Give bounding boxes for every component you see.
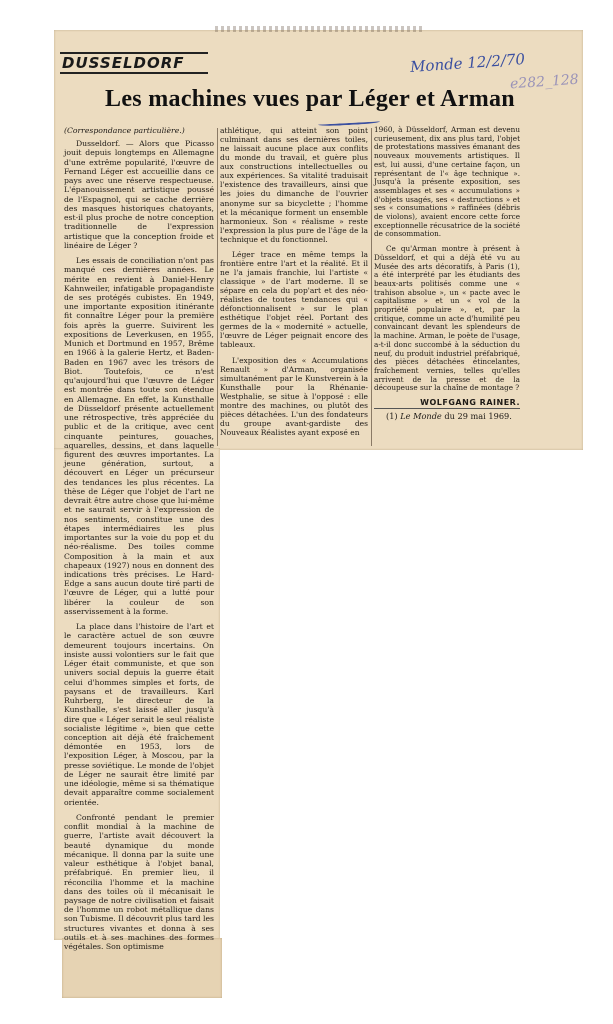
paragraph: Léger trace en même temps la frontière entre l'art et la réalité. Et il ne l'a jamais franchie, lui l'artiste « classique » de l'art moderne. Il se sépare en cela du pop'art et des néo-réalistes de toutes tendances qui « défonctionnalisent » sur le plan esthétique l'objet réel. Portant des germes de la « modernité » actuelle, l'œuvre de Léger peignait encore des tableaux.	[220, 249, 368, 350]
paragraph: athlétique, qui atteint son point culminant dans ses dernières toiles, ne laissait aucune place aux conflits du monde du travail, et guère plus aux constructions intellectuelles ou aux expériences. Sa vitalité traduisait l'existence des travailleurs, ainsi que les joies du dimanche de l'ouvrier anonyme sur sa bicyclette ; l'homme et la mécanique forment un ensemble harmonieux. Son « réalisme » reste l'expression la plus pure de l'âge de la technique et du fonctionnel.	[220, 126, 368, 244]
article-title: Les machines vues par Léger et Arman	[105, 86, 515, 112]
column-rule	[217, 128, 218, 446]
correspondence-note: (Correspondance particulière.)	[64, 126, 185, 135]
footnote-publication: Le Monde	[400, 410, 442, 421]
article-column-3	[374, 126, 520, 427]
dateline: DUSSELDORF	[60, 52, 208, 74]
handwritten-reference-number: e282_128	[509, 71, 580, 93]
handwritten-source-note: Monde 12/2/70	[409, 50, 526, 76]
article-column-1	[64, 126, 214, 957]
column-rule	[371, 128, 372, 446]
paragraph: Confronté pendant le premier conflit mondial à la machine de guerre, l'artiste avait découvert la beauté dynamique du monde mécanique. Il donna par la suite une valeur esthétique à l'objet banal, préfabriqué. En premier lieu, il réconcilia l'homme et la machine dans des toiles où il mécanisait le paysage de notre civilisation et faisait de l'homme un robot métallique dans son Tubisme. Il découvrit plus tard les structures vivantes et donna à ses outils et à ses machines des formes végétales. Son optimisme	[64, 812, 214, 952]
torn-top-edge	[215, 26, 425, 32]
paragraph: La place dans l'histoire de l'art et le caractère actuel de son œuvre demeurent toujours incertains. On insiste aussi volontiers sur le fait que Léger était communiste, et que son univers social depuis la guerre était celui d'hommes simples et forts, de paysans et de travailleurs. Karl Ruhrberg, le directeur de la Kunsthalle, s'est laissé aller jusqu'à dire que « Léger serait le seul réaliste socialiste légitime », bien que cette conception ait déjà été fraîchement démontée en 1953, lors de l'exposition Léger, à Moscou, par la presse soviétique. Le monde de l'objet de Léger ne saurait être limité par une idéologie, même si sa thématique devait apparaître comme socialement orientée.	[64, 622, 214, 807]
paragraph: L'exposition des « Accumulations Renault » d'Arman, organisée simultanément par le Kunstverein à la Kunsthalle pour la Rhénanie-Westphalie, se situe à l'opposé : elle montre des machines, ou plutôt des pièces détachées. L'un des fondateurs du groupe avant-gardiste des Nouveaux Réalistes ayant exposé en	[220, 355, 368, 437]
footnote-date: du 29 mai 1969.	[444, 410, 512, 421]
paragraph: Ce qu'Arman montre à présent à Düsseldorf, et qui a déjà été vu au Musée des arts décoratifs, à Paris (1), a été interprété par les étudiants des beaux-arts politisés comme une « trahison absolue », un « pacte avec le capitalisme » et un « vol de la propriété populaire », et, par la critique, comme un acte d'humilité peu convaincant devant les splendeurs de la machine. Arman, le poète de l'usage, a-t-il donc succombé à la séduction du neuf, du produit industriel préfabriqué, des pièces détachées étincelantes, fraîchement vernies, telles qu'elles arrivent de la presse et de la découpeuse sur la chaîne de montage ?	[374, 244, 520, 393]
paragraph: Les essais de conciliation n'ont pas manqué ces dernières années. Le mérite en revient à Daniel-Henry Kahnweiler, infatigable propagandiste de ses protégés cubistes. En 1949, une importante exposition itinérante fit connaître Léger pour la première fois après la guerre. Suivirent les expositions de Leverkusen, en 1955, Munich et Dortmund en 1957, Brême en 1966 à la galerie Hertz, et Baden-Baden en 1967 avec les trésors de Biot. Toutefois, ce n'est qu'aujourd'hui que l'œuvre de Léger est montrée dans toute son étendue en Allemagne. En effet, la Kunsthalle de Düsseldorf présente actuellement une rétrospective, très appréciée du public et de la critique, avec cent cinquante peintures, gouaches, aquarelles, dessins, et dans laquelle figurent des œuvres importantes. La jeune génération, surtout, a découvert en Léger un précurseur des tendances les plus récentes. La thèse de Léger que l'objet de l'art ne devrait être autre chose que lui-même et ne saurait servir à l'expression de nos sentiments, constitue une des étapes intermédiaires les plus importantes sur la voie du pop et du néo-réalisme. Des toiles comme Composition à la main et aux chapeaux (1927) nous en donnent des indications très précises. Le Hard-Edge a sans aucun doute tiré parti de l'œuvre de Léger, qui a lutté pour libérer la couleur de son asservissement à la forme.	[64, 256, 214, 616]
paragraph: 1960, à Düsseldorf, Arman est devenu curieusement, dix ans plus tard, l'objet de protestations massives émanant des nouveaux mouvements artistiques. Il est, lui aussi, d'une certaine façon, un représentant de l'« âge technique ». Jusqu'à la présente exposition, ses assemblages et ses « accumulations » d'objets usagés, ses « destructions » et ses « consumations » raffinées (débris de violons), avaient encore cette force exceptionnelle récusatrice de la société de consommation.	[374, 125, 520, 239]
footnote	[374, 408, 520, 421]
footnote-number: (1)	[386, 410, 398, 421]
paragraph: Dusseldorf. — Alors que Picasso jouit depuis longtemps en Allemagne d'une extrême popularité, l'œuvre de Fernand Léger est accueillie dans ce pays avec une réserve respectueuse. L'épanouissement artistique poussé de l'Espagnol, qui se cache derrière des masques historiques chatoyants, est-il plus proche de notre conception traditionnelle de l'expression artistique que la conception froide et linéaire de Léger ?	[64, 139, 214, 250]
article-column-2	[220, 126, 368, 443]
author-signature: WOLFGANG RAINER.	[420, 398, 520, 408]
